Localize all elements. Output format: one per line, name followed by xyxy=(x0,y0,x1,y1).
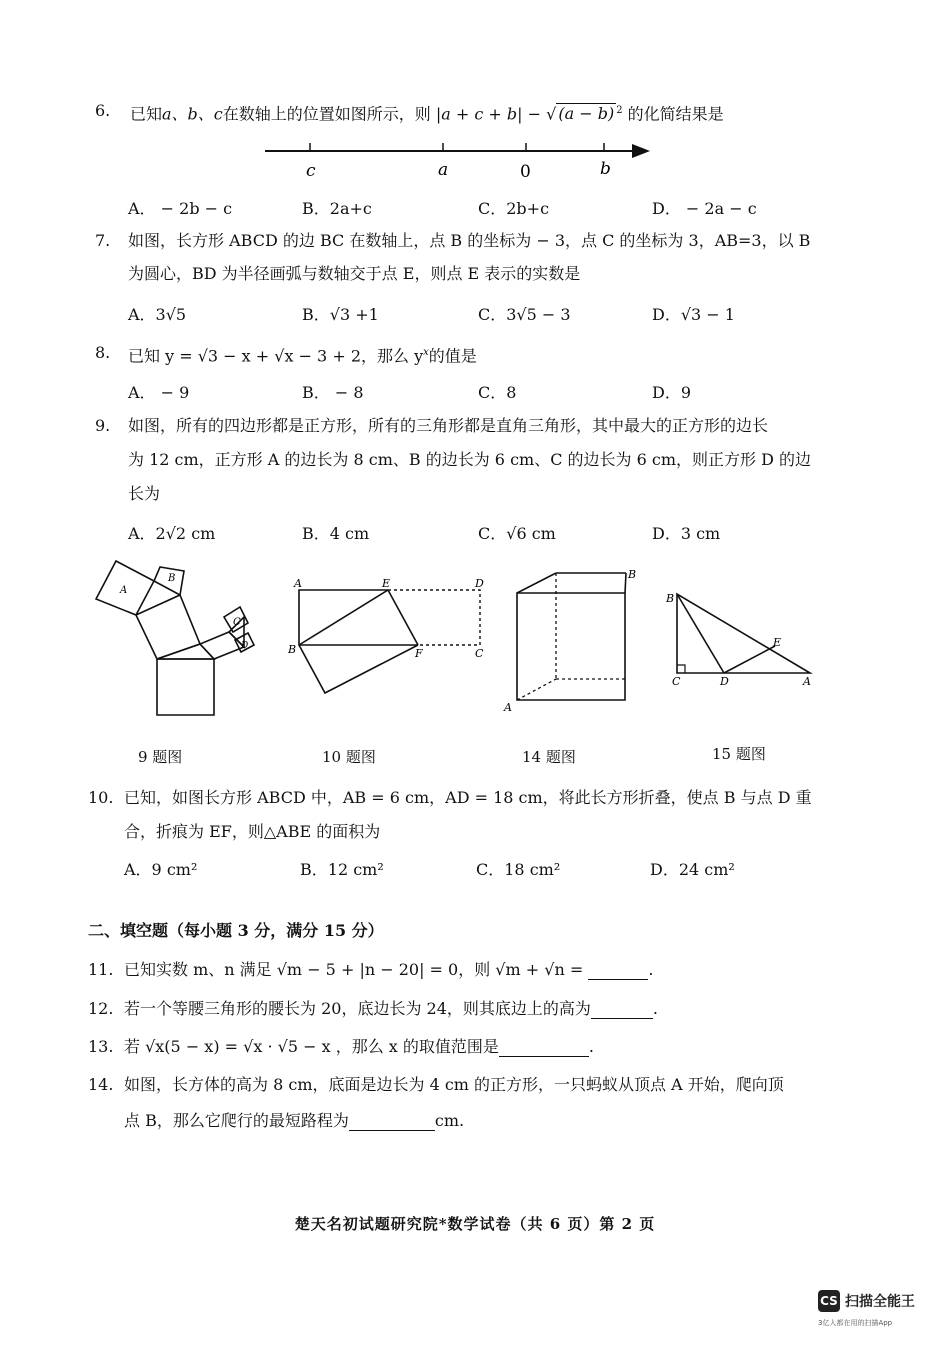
fig15-line-bd xyxy=(677,594,724,673)
q8-stem-text: 已知 y = √3 − x + √x − 3 + 2，那么 y xyxy=(128,346,424,366)
axis-label-0: 0 xyxy=(520,162,531,182)
q8-option-d: D．9 xyxy=(652,383,692,402)
q14-number: 14. xyxy=(88,1075,114,1094)
fig10-label-d: D xyxy=(475,577,484,590)
q7-line2: 为圆心，BD 为半径画弧与数轴交于点 E，则点 E 表示的实数是 xyxy=(128,264,581,283)
q13-text: 若 √x(5 − x) = √x · √5 − x ，那么 x 的取值范围是 xyxy=(124,1037,499,1056)
q8-option-a: A． − 9 xyxy=(128,383,190,402)
q12-end: . xyxy=(652,999,658,1018)
fig14-label-b: B xyxy=(628,568,637,581)
q10-option-d: D．24 cm² xyxy=(650,860,735,879)
q6-number: 6. xyxy=(95,101,111,120)
q10-number: 10. xyxy=(88,788,114,807)
q11-answer-blank[interactable] xyxy=(588,963,648,980)
fig14-label-a: A xyxy=(504,701,512,714)
fig15-label-b: B xyxy=(666,592,675,605)
q11-end: . xyxy=(648,960,654,979)
fig9-left-square xyxy=(136,595,200,659)
q12-number: 12. xyxy=(88,999,114,1018)
camscanner-logo-icon: CS xyxy=(818,1290,840,1312)
q14-line2-text: 点 B，那么它爬行的最短路程为 xyxy=(124,1111,349,1130)
fig9-label-b: B xyxy=(168,573,176,584)
axis-label-b: b xyxy=(600,159,611,179)
q6-option-d: D． − 2a − c xyxy=(652,199,757,218)
caption-fig15: 15 题图 xyxy=(712,745,766,763)
q6-stem-a: 已知 xyxy=(130,104,163,124)
q13-line xyxy=(124,1037,594,1057)
q13-answer-blank[interactable] xyxy=(499,1040,589,1057)
fig15-label-d: D xyxy=(720,675,729,688)
q9-option-b: B．4 cm xyxy=(302,524,370,543)
q6-option-c: C．2b+c xyxy=(478,199,550,218)
page-footer: 楚天名初试题研究院*数学试卷（共 6 页）第 2 页 xyxy=(294,1215,656,1233)
fig10-label-e: E xyxy=(382,577,391,590)
caption-fig14: 14 题图 xyxy=(522,748,576,766)
q6-stem-c: 在数轴上的位置如图所示，则 xyxy=(222,104,431,124)
caption-fig10: 10 题图 xyxy=(322,748,376,766)
q10-line2: 合，折痕为 EF，则△ABE 的面积为 xyxy=(124,822,381,841)
q10-line1: 已知，如图长方形 ABCD 中，AB = 6 cm，AD = 18 cm，将此长方形折叠，使点 B 与点 D 重 xyxy=(124,788,812,807)
q7-option-b: B．√3 +1 xyxy=(302,305,379,324)
q9-option-c: C．√6 cm xyxy=(478,524,556,543)
fig9-big-square xyxy=(157,659,214,715)
q7-option-c: C．3√5 − 3 xyxy=(478,305,571,324)
fig10-folded-triangle xyxy=(299,645,418,693)
caption-fig9: 9 题图 xyxy=(138,748,183,766)
q6-option-b: B．2a+c xyxy=(302,199,372,218)
figure-14 xyxy=(500,563,645,715)
q8-option-c: C．8 xyxy=(478,383,517,402)
q6-expr-abs: |a + c + b| xyxy=(435,104,523,124)
q7-option-a: A．3√5 xyxy=(128,305,187,324)
q13-number: 13. xyxy=(88,1037,114,1056)
q6-option-a: A． − 2b − c xyxy=(128,199,233,218)
fig14-top-left-edge xyxy=(517,573,556,593)
fig10-label-b: B xyxy=(288,643,297,656)
q6-expr-minus: − xyxy=(527,104,542,124)
fig15-label-e: E xyxy=(773,636,782,649)
q8-option-b: B． − 8 xyxy=(302,383,364,402)
q8-stem-sup: x xyxy=(423,347,429,358)
watermark-title: 扫描全能王 xyxy=(845,1294,915,1310)
fig10-fold-line xyxy=(388,590,418,645)
q13-end: . xyxy=(588,1037,594,1056)
axis-arrow-icon xyxy=(632,144,650,158)
q14-line1: 如图，长方体的高为 8 cm，底面是边长为 4 cm 的正方形，一只蚂蚁从顶点 A 开始，爬向顶 xyxy=(124,1075,784,1094)
fig10-diagonal xyxy=(299,590,388,645)
q9-option-d: D．3 cm xyxy=(652,524,721,543)
figure-9 xyxy=(88,555,268,725)
fig10-label-a: A xyxy=(294,577,302,590)
q11-line xyxy=(124,960,653,980)
figure-15 xyxy=(662,585,822,695)
q8-stem-tail: 的值是 xyxy=(428,346,477,366)
fig10-label-f: F xyxy=(415,647,423,660)
fig9-label-c: C xyxy=(233,617,241,628)
q14-answer-blank[interactable] xyxy=(349,1114,435,1131)
q11-text: 已知实数 m、n 满足 √m − 5 + |n − 20| = 0，则 √m + √n = xyxy=(124,960,584,979)
q9-line1: 如图，所有的四边形都是正方形，所有的三角形都是直角三角形，其中最大的正方形的边长 xyxy=(128,416,769,435)
q14-line2 xyxy=(124,1111,464,1131)
q10-option-b: B．12 cm² xyxy=(300,860,384,879)
q9-option-a: A．2√2 cm xyxy=(128,524,216,543)
fig15-right-triangle xyxy=(677,594,810,673)
q6-expr-sq: 2 xyxy=(616,105,623,116)
q7-option-d: D．√3 − 1 xyxy=(652,305,735,324)
q6-stem: 已知a、b、c在数轴上的位置如图所示，则 |a + c + b| − √ (a − b) $^2$ 的化简结果是 xyxy=(130,104,724,124)
q12-answer-blank[interactable] xyxy=(591,1002,653,1019)
q9-number: 9. xyxy=(95,416,111,435)
q11-number: 11. xyxy=(88,960,114,979)
fig9-label-d: D xyxy=(241,641,249,651)
q6-stem-d: 的化简结果是 xyxy=(627,104,724,124)
q6-expr-sqrt: (a − b) xyxy=(558,104,615,124)
q9-line2: 为 12 cm，正方形 A 的边长为 8 cm、B 的边长为 6 cm、C 的边长为 6 cm，则正方形 D 的边 xyxy=(128,450,812,469)
q6-stem-b: a、b、c xyxy=(162,104,223,124)
axis-label-c: c xyxy=(306,161,316,181)
q12-line xyxy=(124,999,658,1019)
fig10-dashed-rect xyxy=(388,590,480,645)
fig14-front-face xyxy=(517,593,625,700)
q7-line1: 如图，长方形 ABCD 的边 BC 在数轴上，点 B 的坐标为 − 3，点 C 的坐标为 3，AB=3，以 B xyxy=(128,231,811,250)
fig14-top-right-edge xyxy=(625,573,626,593)
scanner-watermark xyxy=(818,1290,915,1312)
q12-text: 若一个等腰三角形的腰长为 20，底边长为 24，则其底边上的高为 xyxy=(124,999,591,1018)
fig15-label-c: C xyxy=(672,675,681,688)
q8-stem xyxy=(128,343,477,366)
fig15-line-de xyxy=(724,646,775,673)
section2-title: 二、填空题（每小题 3 分，满分 15 分） xyxy=(88,921,384,940)
q14-end: cm. xyxy=(434,1111,465,1130)
q6-number-line xyxy=(260,135,660,185)
fig15-label-a: A xyxy=(803,675,811,688)
fig10-left-rect xyxy=(299,590,418,645)
axis-label-a: a xyxy=(438,160,449,180)
q7-number: 7. xyxy=(95,231,111,250)
q10-option-a: A．9 cm² xyxy=(124,860,198,879)
watermark-subtitle: 3亿人都在用的扫描App xyxy=(818,1319,893,1327)
q9-line3: 长为 xyxy=(128,484,161,503)
fig9-label-a: A xyxy=(120,585,128,596)
fig15-right-angle-icon xyxy=(677,665,685,673)
q8-number: 8. xyxy=(95,343,111,362)
fig10-label-c: C xyxy=(475,647,484,660)
fig14-hidden-left xyxy=(517,679,556,700)
figure-10 xyxy=(282,573,492,703)
q10-option-c: C．18 cm² xyxy=(476,860,561,879)
